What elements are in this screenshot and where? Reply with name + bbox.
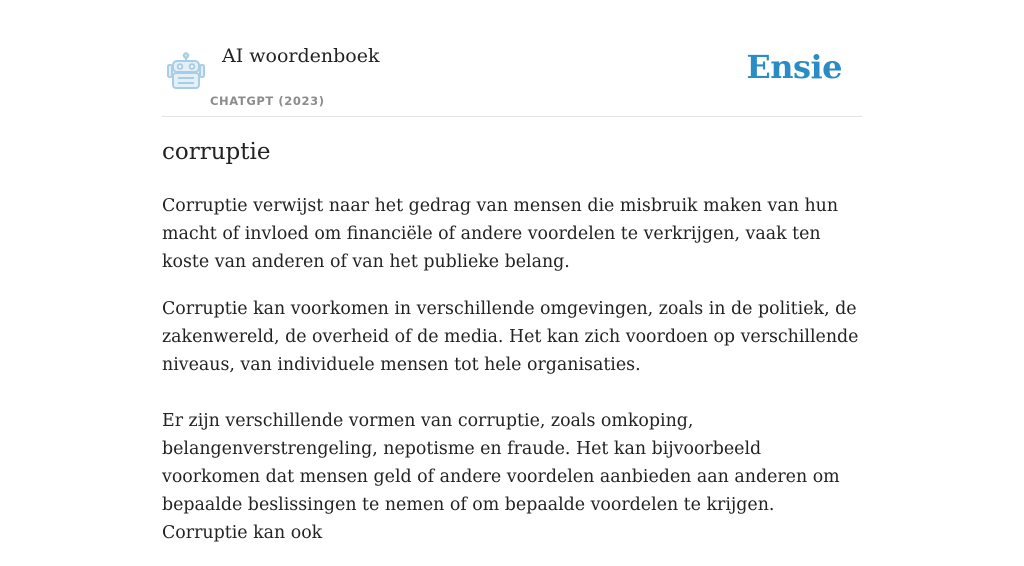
definition-paragraph: Corruptie verwijst naar het gedrag van mensen die misbruik maken van hun macht of invloed om financiële of andere voordelen te verkrijgen, vaak ten koste van anderen of van het publieke belang. <box>162 196 839 272</box>
entry-definition <box>162 192 862 566</box>
source-meta: CHATGPT (2023) <box>210 94 325 108</box>
definition-paragraph: Corruptie kan voorkomen in verschillende omgevingen, zoals in de politiek, de zakenwereld, de overheid of de media. Het kan zich voordoen op verschillende niveaus, van individuele mensen tot hele organisaties. Er zijn verschillende vormen van corruptie, zoals omkoping, belangenverstrengeling, nepotisme en fraude. Het kan bijvoorbeeld voorkomen dat mensen geld of andere voordelen aanbieden aan anderen om bepaalde beslissingen te nemen of om bepaalde voordelen te krijgen. Corruptie kan ook <box>162 299 859 543</box>
source-header <box>162 0 862 117</box>
robot-icon <box>166 52 206 90</box>
ensie-logo[interactable]: Ensie <box>746 48 842 86</box>
page <box>162 0 862 543</box>
source-title[interactable]: AI woordenboek <box>222 45 380 67</box>
entry-term: corruptie <box>162 139 271 165</box>
